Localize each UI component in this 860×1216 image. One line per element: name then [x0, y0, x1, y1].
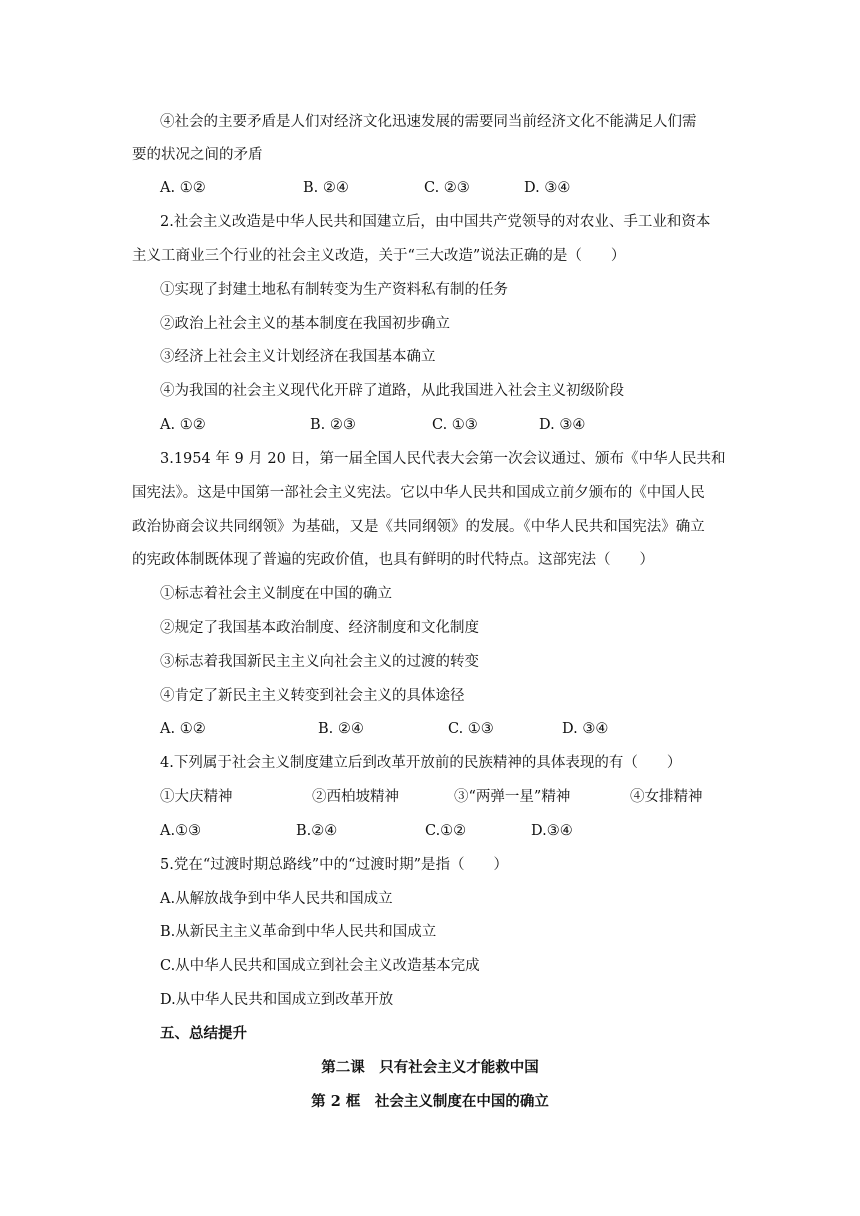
q1-option-c: C. ②③ — [424, 180, 470, 196]
q1-option-b: B. ②④ — [303, 180, 349, 196]
q4-item-2: ②西柏坡精神 — [312, 789, 399, 805]
q3-option-b: B. ②④ — [318, 721, 364, 737]
frame-title: 第 2 框 社会主义制度在中国的确立 — [311, 1093, 549, 1110]
q4-option-b: B.②④ — [296, 823, 338, 839]
q4-option-d: D.③④ — [531, 823, 573, 839]
q3-option-c: C. ①③ — [448, 721, 494, 737]
document-page: ④社会的主要矛盾是人们对经济文化迅速发展的需要同当前经济文化不能满足人们需 要的状况之间的矛盾 A. ①② B. ②④ C. ②③ D. ③④ 2.社会主义改造是中华人民共和国建立后，由中国共产党领导的对农业、手工业和资本 主义工商业三个行业的社会主义改造，关于“三大改造”说法正确的是（ ） ①实现了封建土地私有制转变为生产资料私有制的任务 ②政治上社会主义的基本制度在我国初步确立 ③经济上社会主义计划经济在我国基本确立 ④为我国的社会主义现代化开辟了道路，从此我国进入社会主义初级阶段 A. ①② B. ②③ C. ①③ D. ③④ 3.1954 年 9 月 20 日，第一届全国人民代表大会第一次会议通过、颁布《中华人民共和 国宪法》。这是中国第一部社会主义宪法。它以中华人民共和国成立前夕颁布的《中国人民 政治协商会议共同纲领》为基础，又是《共同纲领》的发展。《中华人民共和国宪法》确立 的宪政体制既体现了普遍的宪政价值，也具有鲜明的时代特点。这部宪法（ ） ①标志着社会主义制度在中国的确立 ②规定了我国基本政治制度、经济制度和文化制度 ③标志着我国新民主主义向社会主义的过渡的转变 ④肯定了新民主主义转变到社会主义的具体途径 A. ①② B. ②④ C. ①③ D. ③④ 4.下列属于社会主义制度建立后到改革开放前的民族精神的具体表现的有（ ） ①大庆精神 ②西柏坡精神 ③“两弹一星”精神 ④女排精神 A.①③ B.②④ C.①② D.③④ 5.党在“过渡时期总路线”中的“过渡时期”是指（ ） A.从解放战争到中华人民共和国成立 B.从新民主主义革命到中华人民共和国成立 C.从中华人民共和国成立到社会主义改造基本完成 D.从中华人民共和国成立到改革开放 五、总结提升 第二课 只有社会主义才能救中国 第 2 框 社会主义制度在中国的确立 — [0, 0, 860, 1216]
q1-option-a: A. ①② — [160, 180, 206, 196]
q3-option-d: D. ③④ — [562, 721, 609, 737]
q2-option-a: A. ①② — [160, 417, 206, 433]
q4-item-3: ③“两弹一星”精神 — [454, 789, 571, 805]
q2-option-c: C. ①③ — [432, 417, 478, 433]
q2-option-b: B. ②③ — [310, 417, 356, 433]
q4-option-c: C.①② — [425, 823, 467, 839]
lesson-title: 第二课 只有社会主义才能救中国 — [321, 1059, 539, 1076]
q1-option-d: D. ③④ — [524, 180, 571, 196]
q4-item-1: ①大庆精神 — [160, 789, 233, 805]
q4-item-4: ④女排精神 — [630, 789, 703, 805]
q2-option-d: D. ③④ — [539, 417, 586, 433]
q3-option-a: A. ①② — [160, 721, 206, 737]
q4-option-a: A.①③ — [160, 823, 202, 839]
